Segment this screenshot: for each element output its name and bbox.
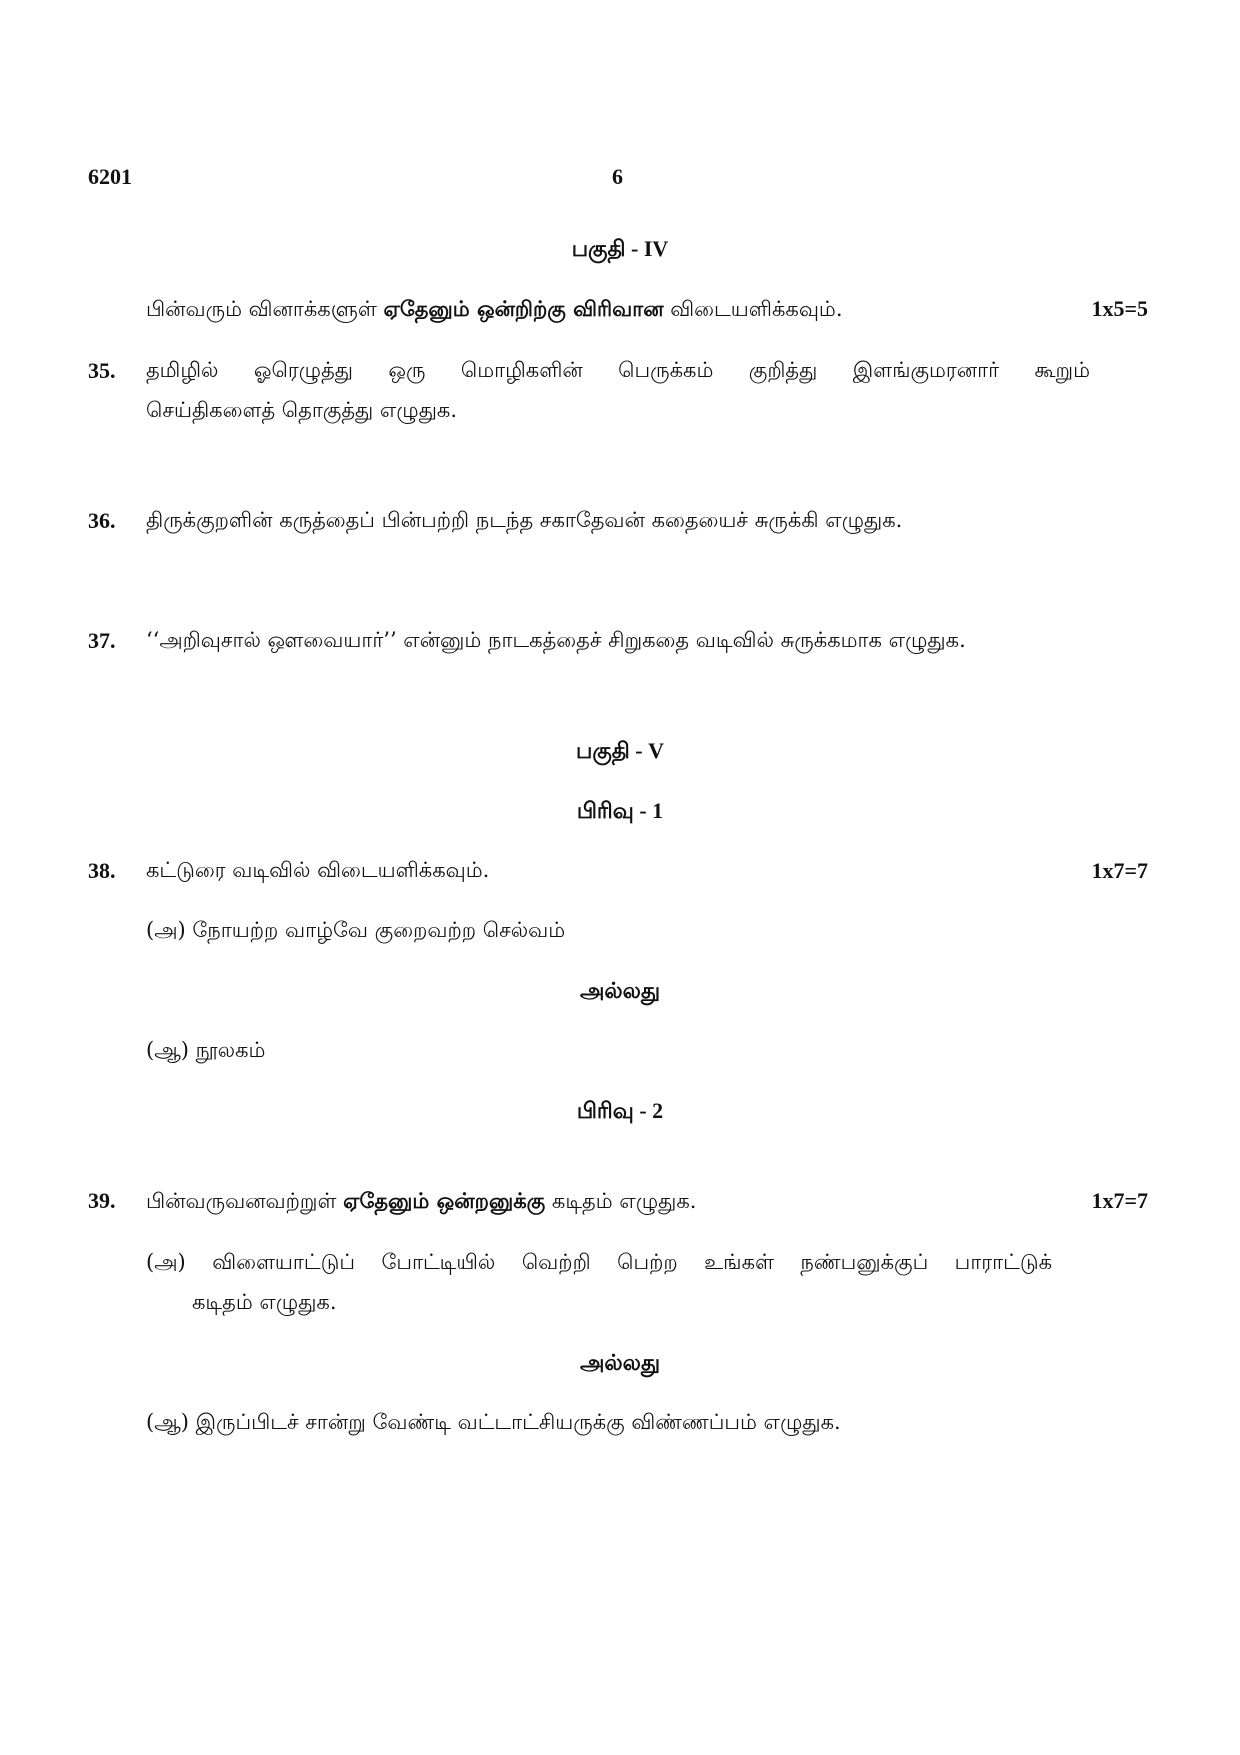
part-5-title-num: - V <box>629 738 665 763</box>
part-4-title-ta: பகுதி <box>571 236 626 262</box>
paper-code: 6201 <box>88 164 132 189</box>
question-36-number: 36. <box>88 508 116 533</box>
question-35-line-2: செய்திகளைத் தொகுத்து எழுதுக. <box>146 398 458 422</box>
question-39-option-b: (ஆ) இருப்பிடச் சான்று வேண்டி வட்டாட்சியருக்கு விண்ணப்பம் எழுதுக. <box>146 1410 841 1434</box>
question-35-line-1: தமிழில் ஓரெழுத்து ஒரு மொழிகளின் பெருக்கம் குறித்து இளங்குமரனார் கூறும் <box>146 358 1090 382</box>
question-39-or: அல்லது <box>579 1350 661 1376</box>
question-37-text: ‘‘அறிவுசால் ஔவையார்’’ என்னும் நாடகத்தைச் சிறுகதை வடிவில் சுருக்கமாக எழுதுக. <box>146 628 966 652</box>
question-39-text <box>146 1188 696 1216</box>
part-5-title <box>0 738 1240 767</box>
question-38-number: 38. <box>88 858 116 883</box>
q39-text-bold: ஏதேனும் ஒன்றனுக்கு <box>343 1188 546 1213</box>
q39-text-post: கடிதம் எழுதுக. <box>545 1189 697 1213</box>
question-38-text: கட்டுரை வடிவில் விடையளிக்கவும். <box>146 858 490 882</box>
question-39-option-a-line-2: கடிதம் எழுதுக. <box>192 1290 337 1314</box>
q39-text-pre: பின்வருவனவற்றுள் <box>146 1189 344 1213</box>
question-35-number: 35. <box>88 358 116 383</box>
question-39-number: 39. <box>88 1188 116 1213</box>
question-38-option-a: (அ) நோயற்ற வாழ்வே குறைவற்ற செல்வம் <box>146 918 566 942</box>
question-39-marks: 1x7=7 <box>1091 1188 1148 1213</box>
instruction-bold: ஏதேனும் ஒன்றிற்கு விரிவான <box>383 296 664 321</box>
page-number: 6 <box>612 164 623 189</box>
part-4-instruction <box>146 296 843 324</box>
section-2-title-num: - 2 <box>633 1098 664 1123</box>
question-38-marks: 1x7=7 <box>1091 858 1148 883</box>
question-38-or: அல்லது <box>579 978 661 1004</box>
section-2-title <box>0 1098 1240 1127</box>
question-39-option-a-line-1: (அ) விளையாட்டுப் போட்டியில் வெற்றி பெற்ற உங்கள் நண்பனுக்குப் பாராட்டுக் <box>146 1250 1052 1274</box>
instruction-pre: பின்வரும் வினாக்களுள் <box>146 297 384 321</box>
question-37-number: 37. <box>88 628 116 653</box>
section-1-title-num: - 1 <box>633 798 664 823</box>
part-4-title-num: - IV <box>625 236 669 261</box>
instruction-post: விடையளிக்கவும். <box>663 297 843 321</box>
question-36-text: திருக்குறளின் கருத்தைப் பின்பற்றி நடந்த சகாதேவன் கதையைச் சுருக்கி எழுதுக. <box>146 508 903 532</box>
part-4-marks: 1x5=5 <box>1091 296 1148 321</box>
part-5-title-ta: பகுதி <box>575 738 630 764</box>
section-2-title-ta: பிரிவு <box>576 1098 634 1124</box>
section-1-title-ta: பிரிவு <box>576 798 634 824</box>
section-1-title <box>0 798 1240 827</box>
question-38-option-b: (ஆ) நூலகம் <box>146 1038 266 1062</box>
part-4-title <box>0 236 1240 265</box>
